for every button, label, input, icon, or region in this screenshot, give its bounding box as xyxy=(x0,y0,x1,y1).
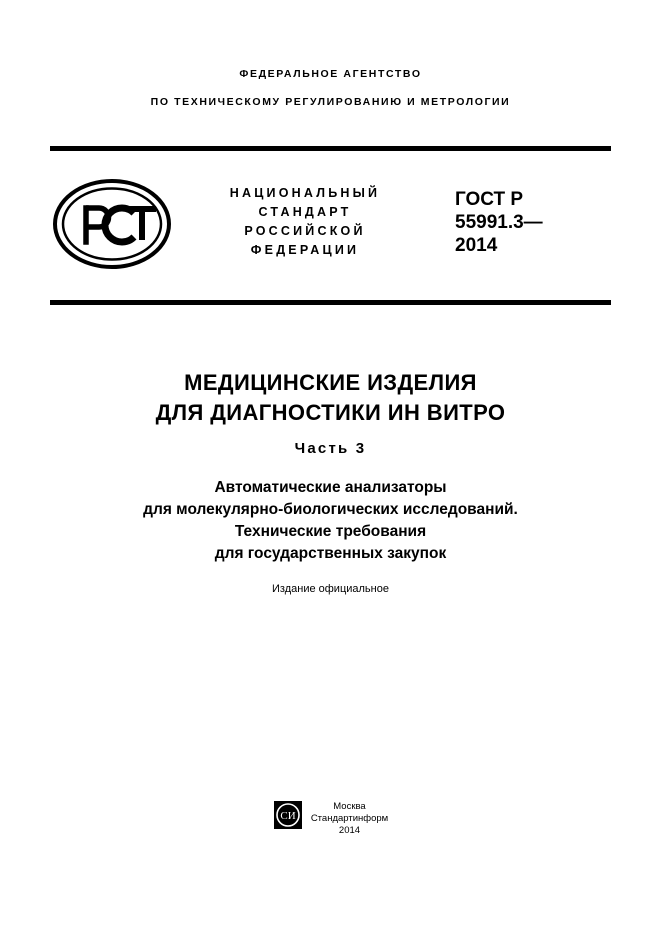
agency-header xyxy=(50,68,611,108)
title-subtitle-line-3: Технические требования xyxy=(234,523,427,540)
standard-title xyxy=(185,184,425,260)
agency-line-2: ПО ТЕХНИЧЕСКОМУ РЕГУЛИРОВАНИЮ И МЕТРОЛОГИИ xyxy=(150,96,511,108)
designation-line-1: ГОСТ Р xyxy=(455,189,524,210)
title-main-line-1: МЕДИЦИНСКИЕ ИЗДЕЛИЯ xyxy=(184,370,477,395)
publisher-city: Москва xyxy=(333,801,366,812)
title-subtitle-line-4: для государственных закупок xyxy=(214,545,447,562)
edition-note: Издание официальное xyxy=(272,583,389,595)
publisher-name: Стандартинформ xyxy=(310,813,389,824)
standard-title-line-4: ФЕДЕРАЦИИ xyxy=(250,243,360,257)
standard-title-line-2: СТАНДАРТ xyxy=(258,205,352,219)
svg-text:СИ: СИ xyxy=(280,810,296,822)
title-subtitle-line-2: для молекулярно-биологических исследований. xyxy=(143,501,518,518)
designation-line-3: 2014 xyxy=(455,235,498,256)
publisher-footer xyxy=(50,800,611,837)
header-rule-top xyxy=(50,146,611,151)
designation-line-2: 55991.3— xyxy=(455,212,543,233)
title-part: Часть 3 xyxy=(294,440,367,457)
agency-line-1: ФЕДЕРАЛЬНОЕ АГЕНТСТВО xyxy=(239,68,422,80)
title-main-line-2: ДЛЯ ДИАГНОСТИКИ ИН ВИТРО xyxy=(155,400,506,425)
standard-designation xyxy=(455,188,625,257)
publisher-year: 2014 xyxy=(338,825,361,836)
publisher-info xyxy=(311,800,388,837)
title-subtitle-line-1: Автоматические анализаторы xyxy=(214,479,447,496)
standard-title-line-3: РОССИЙСКОЙ xyxy=(244,224,366,238)
header-rule-bottom xyxy=(50,300,611,305)
standartinform-logo-icon xyxy=(273,800,303,830)
rosstandart-emblem-icon xyxy=(52,178,172,270)
page-title xyxy=(50,368,611,565)
standard-title-line-1: НАЦИОНАЛЬНЫЙ xyxy=(229,186,381,200)
